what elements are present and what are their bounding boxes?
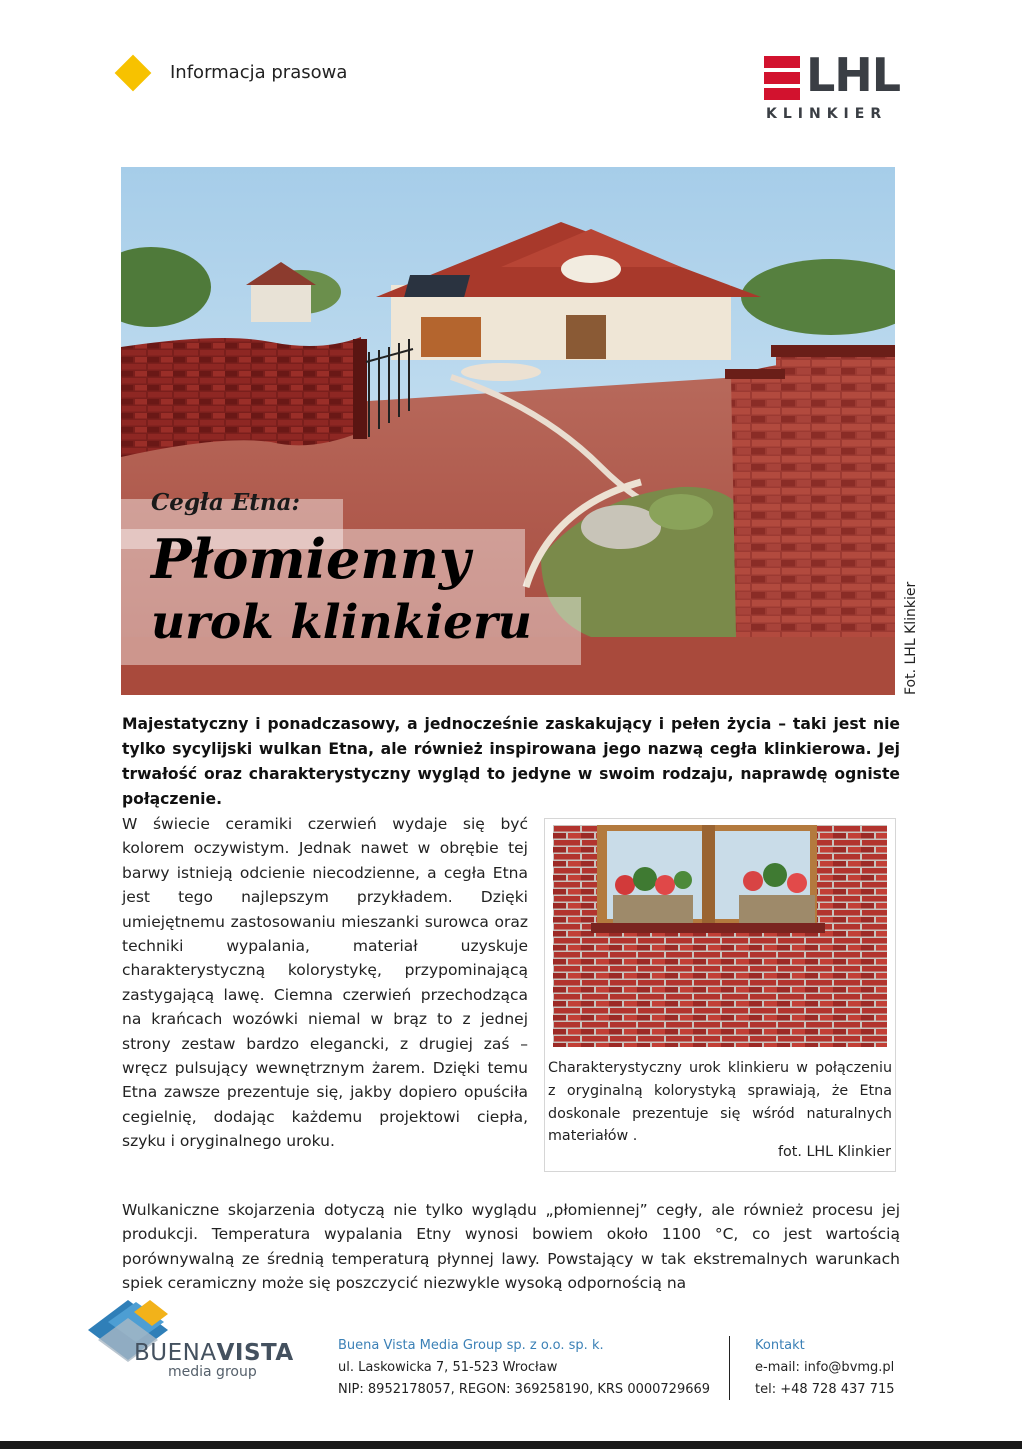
logo-bars-icon: [764, 56, 800, 100]
lhl-klinkier-logo: [764, 48, 904, 124]
article-title-line2: urok klinkieru: [151, 595, 532, 650]
buenavista-logo: [88, 1300, 308, 1390]
logo-text: LHL: [806, 48, 901, 102]
lead-paragraph: Majestatyczny i ponadczasowy, a jednocześnie zaskakujący i pełen życia – taki jest nie tylko sycylijski wulkan Etna, ale również inspirowana jego nazwą cegła klinkierowa. Jej trwałość oraz charakterystyczny wygląd to jedyne w swoim rodzaju, naprawdę ogniste połączenie.: [122, 715, 900, 808]
footer-company-name: Buena Vista Media Group sp. z o.o. sp. k.: [338, 1338, 604, 1353]
footer-contact-label: Kontakt: [755, 1338, 805, 1353]
accent-diamond-icon: [115, 55, 152, 92]
inline-figure: [544, 818, 896, 1172]
window-brick-photo: [553, 825, 887, 1047]
figure-credit: fot. LHL Klinkier: [777, 1144, 891, 1160]
hero-photo-credit: Fot. LHL Klinkier: [903, 581, 919, 695]
window-flowers-illustration: [553, 825, 887, 1047]
figure-caption: Charakterystyczny urok klinkieru w połączeniu z oryginalną kolorystyką sprawiają, że Etna doskonale prezentuje się wśród naturalnych materiałów .: [548, 1060, 892, 1145]
logo-subtext: KLINKIER: [766, 106, 888, 122]
footer-company-ids: NIP: 8952178057, REGON: 369258190, KRS 0000729669: [338, 1382, 711, 1397]
buenavista-name: BUENAVISTA: [134, 1340, 294, 1366]
footer-email[interactable]: e-mail: info@bvmg.pl: [755, 1360, 895, 1375]
article-title-line1: Płomienny: [151, 527, 471, 591]
hero-photo: [121, 167, 895, 695]
footer-divider: [729, 1336, 730, 1400]
bottom-border: [0, 1441, 1022, 1449]
footer-address: ul. Laskowicka 7, 51-523 Wrocław: [338, 1360, 558, 1375]
body-paragraph-1: W świecie ceramiki czerwień wydaje się być kolorem oczywistym. Jednak nawet w obrębie tej barwy istnieją odcienie niecodzienne, a cegła Etna jest tego najlepszym przykładem. Dzięki umiejętnemu zastosowaniu mieszanki surowca oraz techniki wypalania, materiał uzyskuje charakterystyczną kolorystykę, przypominającą zastygającą lawę. Ciemna czerwień przechodząca na krańcach wozówki niemal w brąz to z jednej strony zestaw bardzo elegancki, z drugiej zaś – wręcz pulsujący wewnętrznym żarem. Dzięki temu Etna zawsze prezentuje się, jakby dopiero opuściła cegielnię, dodając każdemu projektowi ciepła, szyku i oryginalnego uroku.: [122, 815, 528, 1151]
document-type-label: Informacja prasowa: [170, 62, 348, 83]
body-paragraph-2: Wulkaniczne skojarzenia dotyczą nie tylko wyglądu „płomiennej” cegły, ale również procesu jej produkcji. Temperatura wypalania Etny wynosi bowiem około 1100 °C, co jest wartością porównywalną ze średnią temperaturą płynnej lawy. Powstający w tak ekstremalnych warunkach spiek ceramiczny może się poszczycić niezwykle wysoką odpornością na: [122, 1201, 900, 1293]
article-kicker: Cegła Etna:: [151, 489, 301, 516]
footer-phone[interactable]: tel: +48 728 437 715: [755, 1382, 895, 1397]
buenavista-subtitle: media group: [168, 1364, 257, 1380]
